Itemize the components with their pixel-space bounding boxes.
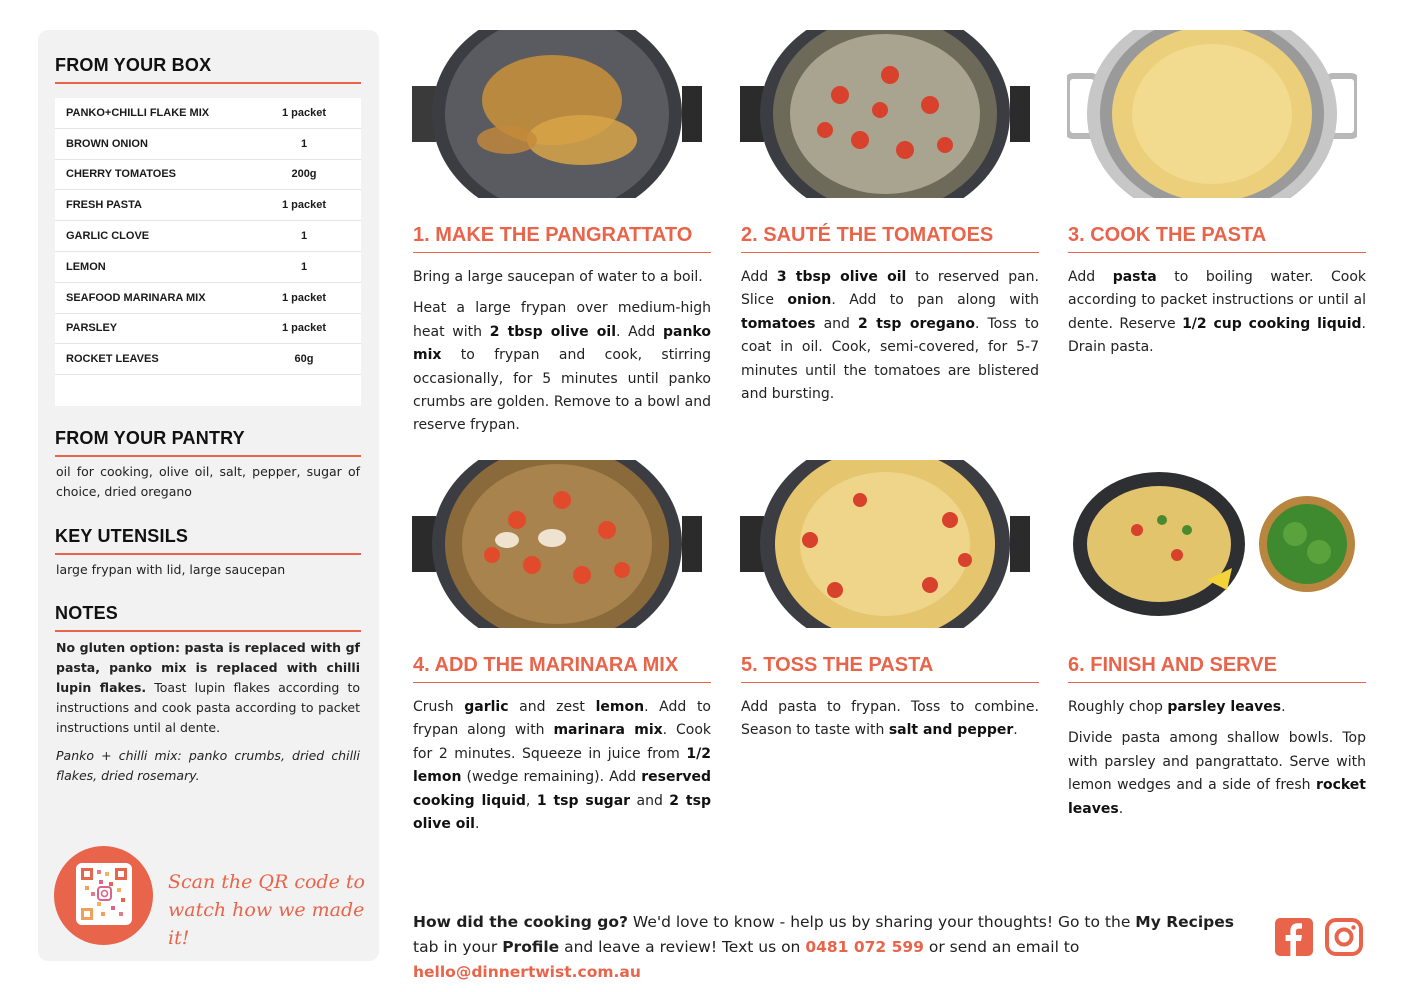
text: Add — [741, 269, 777, 285]
step-6-body — [1068, 696, 1366, 829]
notes-rest: Toast lupin flakes according to instructions and cook pasta according to packet instructions until al dente. — [56, 680, 360, 735]
step-4-p1 — [413, 696, 711, 836]
step-1-title: 1. MAKE THE PANGRATTATO — [413, 224, 711, 253]
text: . Toss to coat in oil. Cook, semi-covered, for 5-7 minutes until the tomatoes are blistered and bursting. — [741, 315, 1039, 403]
bold-text: parsley leaves — [1167, 699, 1282, 715]
step-5-p1 — [741, 696, 1039, 743]
ingredient-qty: 1 — [300, 260, 308, 273]
step-2-body — [741, 266, 1039, 414]
ingredient-qty: 1 — [300, 137, 308, 150]
step-3-p1 — [1068, 266, 1366, 360]
text: Add pasta to frypan. Toss to combine. Season to taste with — [741, 699, 1039, 739]
email-link[interactable]: hello@dinnertwist.com.au — [413, 963, 641, 981]
from-your-pantry-heading: FROM YOUR PANTRY — [55, 428, 361, 457]
notes-italic: Panko + chilli mix: panko crumbs, dried chilli flakes, dried rosemary. — [56, 748, 360, 783]
text: We'd love to know - help us by sharing your thoughts! Go to the — [627, 913, 1136, 931]
bold-text: lemon — [595, 699, 645, 715]
text: Roughly chop — [1068, 699, 1168, 715]
text: and — [815, 315, 859, 332]
ingredient-qty: 200g — [291, 168, 317, 181]
pangrattato-pan-image — [412, 30, 702, 198]
step-3-title: 3. COOK THE PASTA — [1068, 224, 1366, 253]
bold-text: onion — [787, 292, 832, 309]
sidebar-panel — [38, 30, 379, 961]
table-row — [55, 160, 361, 191]
text: and — [630, 792, 670, 809]
bold-text: 2 tbsp olive oil — [489, 323, 616, 340]
bold-text: 2 tsp olive oil — [413, 792, 711, 833]
step-6-p1 — [1068, 696, 1366, 719]
table-row — [55, 283, 361, 314]
bold-text: 3 tbsp olive oil — [776, 269, 907, 285]
ingredient-name: CHERRY TOMATOES — [66, 168, 177, 181]
text: to reserved pan. Slice — [741, 269, 1039, 309]
table-row — [55, 344, 361, 375]
ingredients-table — [55, 98, 361, 406]
table-row — [55, 129, 361, 160]
text: tab in your — [413, 938, 503, 956]
ingredient-name: LEMON — [66, 260, 106, 273]
key-utensils-heading: KEY UTENSILS — [55, 526, 361, 555]
text: . — [474, 816, 480, 833]
ingredient-qty: 1 packet — [281, 322, 327, 335]
ingredient-qty: 1 packet — [281, 106, 327, 119]
bold-text: pasta — [1112, 269, 1157, 285]
served-dish-image — [1067, 460, 1357, 628]
text: and leave a review! Text us on — [559, 938, 806, 956]
bold-text: 1 tsp sugar — [536, 792, 631, 809]
phone-link[interactable]: 0481 072 599 — [805, 938, 924, 956]
bold-text: tomatoes — [741, 315, 816, 332]
text: (wedge remaining). Add — [461, 769, 642, 786]
bold-text: garlic — [464, 699, 509, 715]
bold-text: 2 tsp oregano — [858, 315, 975, 332]
ingredient-qty: 1 — [300, 230, 308, 243]
ingredient-name: PARSLEY — [66, 322, 118, 335]
utensils-text: large frypan with lid, large saucepan — [56, 562, 286, 577]
text: to boiling water. Cook according to packet instructions or until al dente. Reserve — [1068, 269, 1366, 332]
text: . Cook for 2 minutes. Squeeze in juice from — [413, 722, 712, 762]
qr-code-icon[interactable] — [76, 863, 132, 925]
step-4-body — [413, 696, 711, 844]
qr-badge[interactable] — [54, 846, 153, 945]
text: and zest — [508, 699, 596, 715]
notes-text — [56, 638, 360, 738]
table-row — [55, 221, 361, 252]
text: . — [1281, 699, 1286, 715]
feedback-footer — [413, 910, 1263, 985]
tomatoes-pan-image — [740, 30, 1030, 198]
text: . — [1118, 800, 1124, 817]
table-row — [55, 190, 361, 221]
step-1-p2 — [413, 297, 711, 437]
step-1-body — [413, 266, 711, 446]
ingredient-name: ROCKET LEAVES — [66, 353, 159, 366]
facebook-icon[interactable] — [1275, 918, 1313, 956]
step-2-title: 2. SAUTÉ THE TOMATOES — [741, 224, 1039, 253]
profile-link[interactable]: Profile — [502, 938, 560, 956]
step-4-title: 4. ADD THE MARINARA MIX — [413, 654, 711, 683]
text: or send an email to — [923, 938, 1080, 956]
tossed-pasta-pan-image — [740, 460, 1030, 628]
step-2-p1 — [741, 266, 1039, 406]
step-6-p2 — [1068, 727, 1366, 821]
qr-caption — [168, 868, 368, 952]
notes-bold: No gluten option: pasta is replaced with gf pasta, panko mix is replaced with chilli lupin flakes. — [56, 640, 360, 695]
text: Add — [1068, 269, 1113, 285]
pantry-text: oil for cooking, olive oil, salt, pepper, sugar of choice, dried oregano — [56, 464, 360, 499]
ingredient-qty: 1 packet — [281, 199, 327, 212]
pasta-pot-image — [1067, 30, 1357, 198]
step-5-title: 5. TOSS THE PASTA — [741, 654, 1039, 683]
notes-heading: NOTES — [55, 603, 361, 632]
text: . Drain pasta. — [1068, 315, 1366, 356]
marinara-pan-image — [412, 460, 702, 628]
bold-text: marinara mix — [553, 722, 663, 739]
table-row — [55, 98, 361, 129]
ingredient-name: BROWN ONION — [66, 137, 148, 150]
bold-text: 1/2 cup cooking liquid — [1182, 315, 1362, 332]
qr-caption-line1: Scan the QR code to — [168, 871, 365, 893]
ingredient-name: FRESH PASTA — [66, 199, 142, 212]
qr-caption-line2: watch how we made it! — [168, 899, 365, 949]
step-3-body — [1068, 266, 1366, 368]
instagram-icon[interactable] — [1325, 918, 1363, 956]
ingredient-qty: 1 packet — [281, 291, 327, 304]
text: Heat a large frypan over medium-high heat with — [413, 300, 711, 340]
ingredient-qty: 60g — [294, 353, 314, 366]
table-row — [55, 252, 361, 283]
text: . Add to pan along with — [831, 292, 1039, 309]
text: to frypan and cook, stirring occasionally, for 5 minutes until panko crumbs are golden. Remove to a bowl and reserve frypan. — [413, 347, 711, 434]
step-5-body — [741, 696, 1039, 751]
step-1-p1: Bring a large saucepan of water to a boil. — [413, 269, 703, 285]
table-row — [55, 314, 361, 345]
bold-text: rocket leaves — [1068, 777, 1366, 817]
text: . Add to frypan along with — [413, 699, 711, 739]
text: , — [525, 792, 537, 809]
step-6-title: 6. FINISH AND SERVE — [1068, 654, 1366, 683]
my-recipes-link[interactable]: My Recipes — [1135, 913, 1234, 931]
bold-text: 1/2 lemon — [413, 745, 711, 786]
text: . Add — [616, 323, 663, 340]
bold-text: reserved cooking liquid — [413, 769, 711, 809]
text: . — [1013, 722, 1018, 739]
ingredient-name: PANKO+CHILLI FLAKE MIX — [66, 106, 210, 119]
text: Crush — [413, 699, 465, 715]
bold-text: salt and pepper — [888, 722, 1014, 739]
feedback-question: How did the cooking go? — [413, 913, 628, 931]
from-your-box-heading: FROM YOUR BOX — [55, 55, 361, 84]
ingredient-name: SEAFOOD MARINARA MIX — [66, 291, 206, 304]
text: Divide pasta among shallow bowls. Top with parsley and pangrattato. Serve with lemon wedges and a side of fresh — [1068, 730, 1366, 794]
ingredient-name: GARLIC CLOVE — [66, 230, 150, 243]
bold-text: panko mix — [413, 323, 711, 364]
